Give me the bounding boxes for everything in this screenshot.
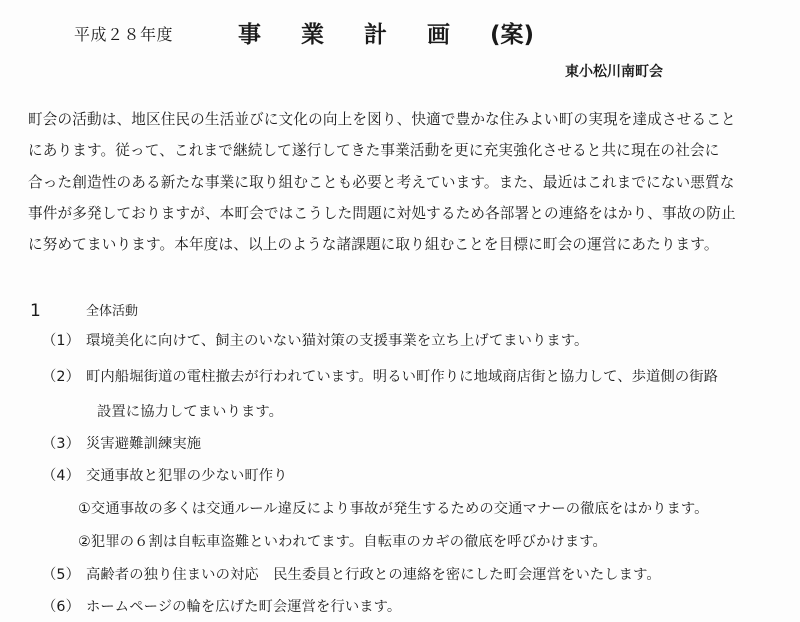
section-number: 1: [30, 301, 41, 321]
list-item: [42, 596, 401, 616]
item-index: （6）: [42, 599, 80, 615]
intro-line: 事件が多発しておりますが、本町会ではこうした問題に対処するため各部署との連絡をはかり、事故の防止: [28, 204, 736, 222]
item-index: （2）: [42, 369, 80, 385]
intro-line: にあります。従って、これまで継続して遂行してきた事業活動を更に充実強化させると共に現在の社会に: [28, 142, 720, 160]
item-index: （5）: [42, 567, 80, 583]
title-char: 計: [364, 22, 427, 48]
list-item-continuation: [97, 401, 283, 421]
item-text: ホームページの輪を広げた町会運営を行います。: [86, 599, 402, 615]
intro-line: 合った創造性のある新たな事業に取り組むことも必要と考えています。また、最近はこれまでにない悪質な: [28, 173, 735, 191]
item-text: 町内船堀街道の電柱撤去が行われています。明るい町作りに地域商店街と協力して、歩道側の街路: [86, 369, 719, 385]
section-title: 全体活動: [86, 304, 139, 319]
item-index: （1）: [42, 333, 80, 349]
item-text: ②犯罪の６割は自転車盗難といわれてます。自転車のカギの徹底を呼びかけます。: [78, 534, 607, 550]
title-char: 画: [427, 22, 490, 48]
intro-line: 町会の活動は、地区住民の生活並びに文化の向上を図り、快適で豊かな住みよい町の実現を達成させること: [28, 111, 736, 128]
intro-line: に努めてまいります。本年度は、以上のような諸課題に取り組むことを目標に町会の運営にあたります。: [28, 236, 719, 254]
list-item: [42, 465, 288, 485]
list-subitem: [78, 531, 607, 551]
list-subitem: [78, 498, 709, 518]
intro-paragraph: [28, 104, 783, 260]
fiscal-year: 平成２８年度: [74, 25, 174, 44]
item-text: ①交通事故の多くは交通ルール違反により事故が発生するための交通マナーの徹底をはかります。: [78, 501, 709, 517]
list-item: [42, 330, 588, 350]
list-item: [42, 433, 201, 453]
list-item: [42, 366, 718, 386]
title-char: 事: [238, 22, 301, 48]
title-draft-mark: (案): [490, 22, 535, 48]
item-text: 災害避難訓練実施: [86, 436, 202, 452]
item-text: 環境美化に向けて、飼主のいない猫対策の支援事業を立ち上げてまいります。: [86, 333, 589, 349]
item-text: 交通事故と犯罪の少ない町作り: [86, 468, 288, 484]
item-index: （4）: [42, 468, 80, 484]
title-char: 業: [301, 22, 364, 48]
document-title: [238, 16, 534, 49]
item-text: 高齢者の独り住まいの対応 民生委員と行政との連絡を密にした町会運営をいたします。: [86, 567, 661, 583]
section-heading: [30, 300, 138, 321]
organization-name: 東小松川南町会: [565, 64, 663, 80]
list-item: [42, 564, 661, 584]
item-index: （3）: [42, 436, 80, 452]
item-text: 設置に協力してまいります。: [97, 404, 284, 420]
